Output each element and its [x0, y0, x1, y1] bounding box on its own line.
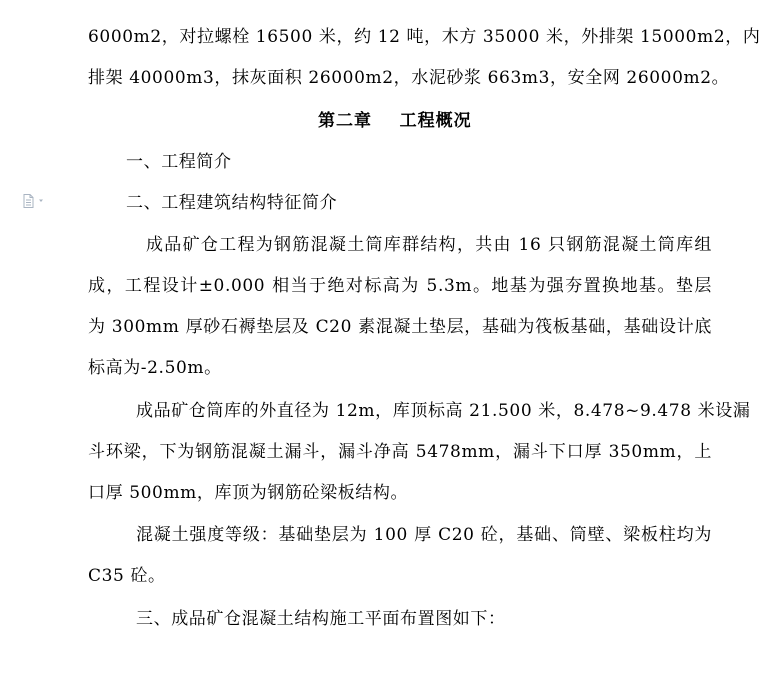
paragraph-3-line-1: 混凝土强度等级：基础垫层为 100 厚 C20 砼，基础、筒壁、梁板柱均为	[136, 525, 712, 545]
paragraph-options-button[interactable]	[22, 194, 48, 208]
section-1-heading: 一、工程简介	[126, 152, 232, 172]
chapter-heading: 第二章 工程概况	[318, 111, 472, 131]
paragraph-1-line-3: 为 300mm 厚砂石褥垫层及 C20 素混凝土垫层，基础为筏板基础，基础设计底	[88, 317, 712, 337]
section-3-heading: 三、成品矿仓混凝土结构施工平面布置图如下：	[136, 609, 506, 629]
paragraph-2-line-1: 成品矿仓筒库的外直径为 12m，库顶标高 21.500 米，8.478~9.478 米设漏	[136, 401, 751, 421]
section-2-heading: 二、工程建筑结构特征简介	[126, 193, 338, 213]
paragraph-1-line-2: 成，工程设计±0.000 相当于绝对标高为 5.3m。地基为强夯置换地基。垫层	[88, 276, 712, 296]
paragraph-1-line-4: 标高为-2.50m。	[88, 358, 222, 378]
text-line-2: 排架 40000m3，抹灰面积 26000m2，水泥砂浆 663m3，安全网 26000m2。	[88, 68, 730, 88]
paragraph-3-line-2: C35 砼。	[88, 566, 166, 586]
text-line-1: 6000m2，对拉螺栓 16500 米，约 12 吨，木方 35000 米，外排架 15000m2，内	[88, 27, 761, 47]
document-icon	[22, 194, 48, 208]
paragraph-2-line-2: 斗环梁，下为钢筋混凝土漏斗，漏斗净高 5478mm，漏斗下口厚 350mm，上	[88, 442, 712, 462]
paragraph-2-line-3: 口厚 500mm，库顶为钢筋砼梁板结构。	[88, 483, 409, 503]
paragraph-1-line-1: 成品矿仓工程为钢筋混凝土筒库群结构，共由 16 只钢筋混凝土筒库组	[146, 235, 712, 255]
